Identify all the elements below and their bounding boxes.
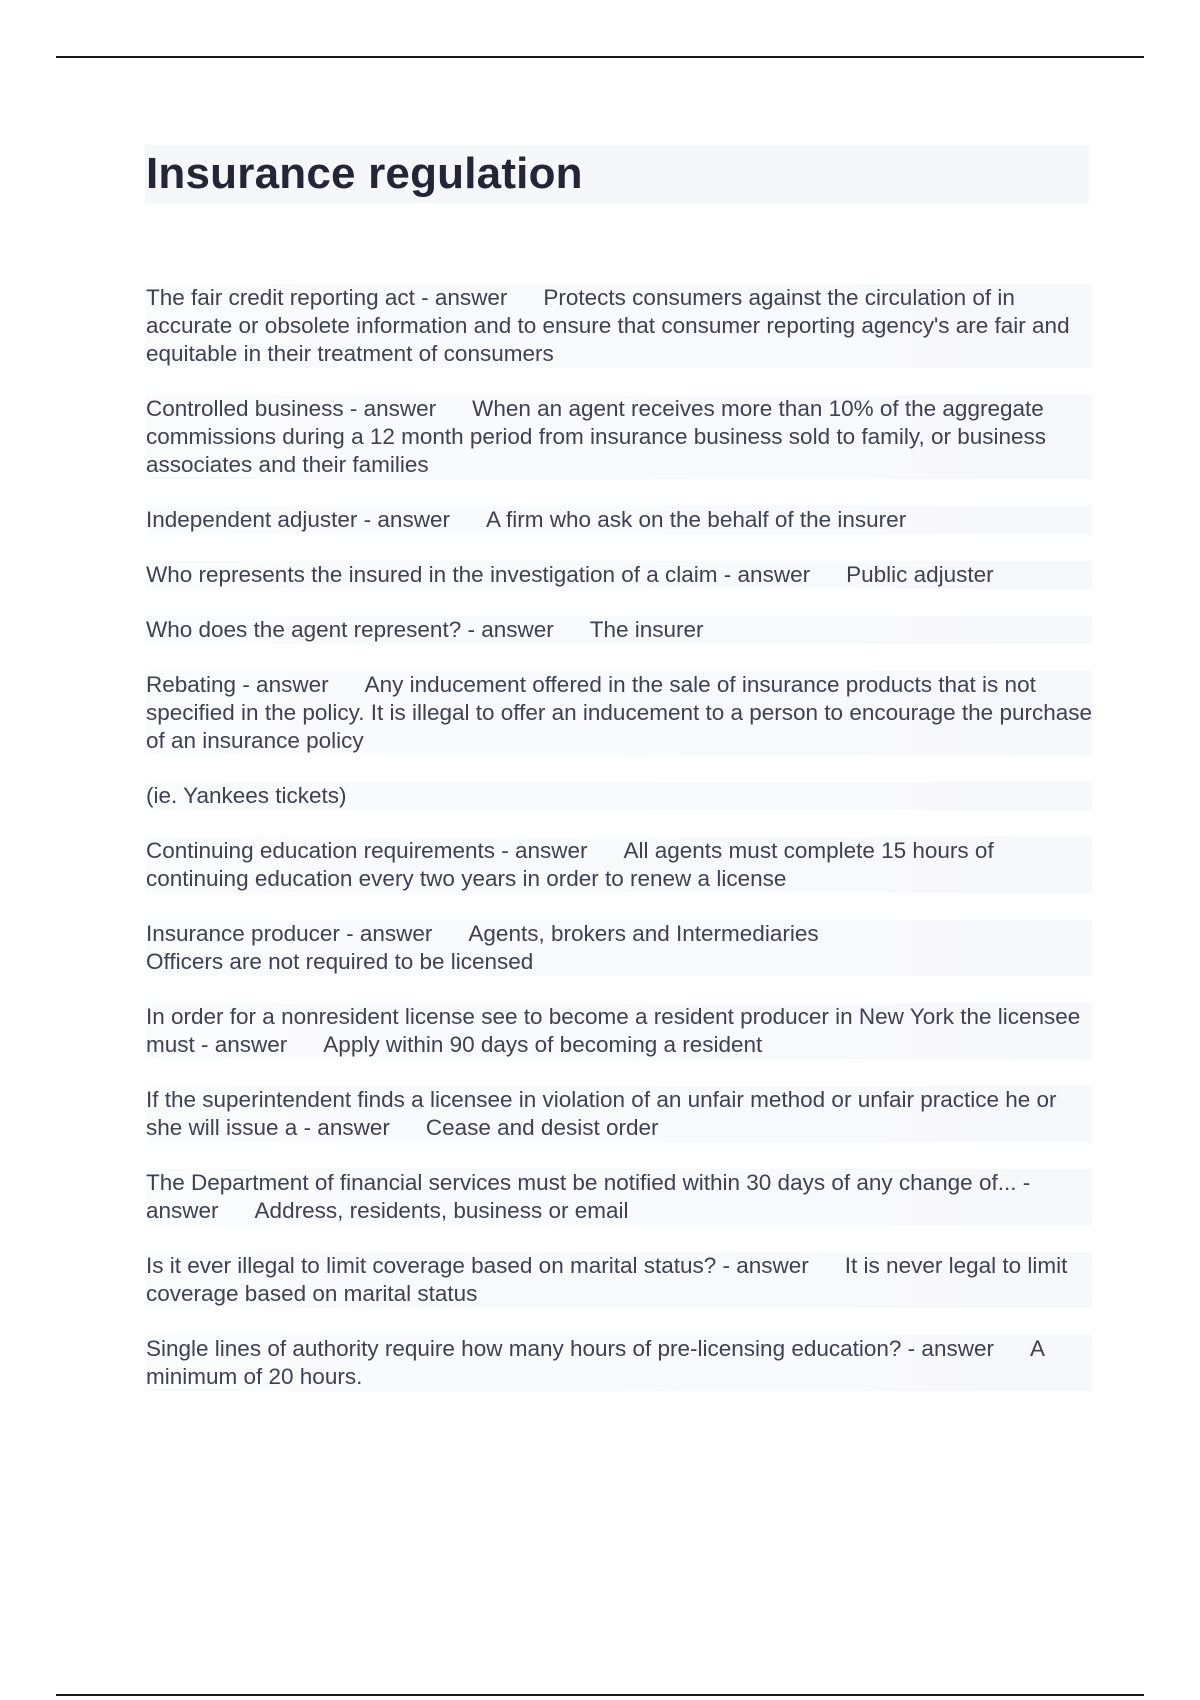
qa-item — [146, 1335, 1092, 1391]
qa-item — [146, 284, 1092, 368]
qa-item — [146, 671, 1099, 755]
answer: Any inducement offered in the sale of insurance products that is not specified in the policy. It is illegal to offer an inducement to a person to encourage the purchase of an insurance policy — [146, 672, 1099, 753]
page-title: Insurance regulation — [146, 149, 583, 198]
answer: Public adjuster — [846, 562, 994, 587]
qa-list — [146, 284, 1099, 1418]
qa-item — [146, 837, 1092, 893]
answer: A firm who ask on the behalf of the insurer — [485, 507, 907, 532]
answer: Protects consumers against the circulation of in accurate or obsolete information and to ensure that consumer reporting agency's are fair and equitable in their treatment of consumers — [146, 285, 1076, 366]
qa-item — [146, 1252, 1092, 1308]
question: Single lines of authority require how many hours of pre-licensing education? - answer — [146, 1336, 994, 1361]
qa-item — [146, 1086, 1092, 1142]
question: The fair credit reporting act - answer — [146, 285, 508, 310]
question: Continuing education requirements - answer — [146, 838, 588, 863]
answer: Cease and desist order — [425, 1115, 659, 1140]
answer: The insurer — [589, 617, 704, 642]
question: Who represents the insured in the investigation of a claim - answer — [146, 562, 811, 587]
qa-item — [146, 506, 1092, 534]
qa-item — [146, 1003, 1092, 1059]
answer: When an agent receives more than 10% of the aggregate commissions during a 12 month period from insurance business sold to family, or business associates and their families — [146, 396, 1053, 477]
qa-item — [146, 1169, 1092, 1225]
question: Who does the agent represent? - answer — [146, 617, 554, 642]
answer: A minimum of 20 hours. — [146, 1336, 1051, 1389]
question: Is it ever illegal to limit coverage based on marital status? - answer — [146, 1253, 809, 1278]
question: The Department of financial services must be notified within 30 days of any change of... - answer — [146, 1170, 1037, 1223]
note-text: (ie. Yankees tickets) — [146, 783, 347, 808]
answer: All agents must complete 15 hours of continuing education every two years in order to renew a license — [146, 838, 1000, 891]
question: Insurance producer - answer — [146, 921, 433, 946]
qa-item — [146, 395, 1092, 479]
answer: It is never legal to limit coverage based on marital status — [146, 1253, 1074, 1306]
qa-item — [146, 920, 1092, 976]
qa-note — [146, 782, 1092, 810]
qa-item — [146, 616, 1092, 644]
bottom-rule — [56, 1694, 1144, 1696]
question: In order for a nonresident license see to become a resident producer in New York the licensee must - answer — [146, 1004, 1087, 1057]
answer-extra: Officers are not required to be licensed — [146, 949, 534, 974]
question: If the superintendent finds a licensee in violation of an unfair method or unfair practice he or she will issue a - answer — [146, 1087, 1063, 1140]
question: Controlled business - answer — [146, 396, 437, 421]
question: Rebating - answer — [146, 672, 329, 697]
answer: Address, residents, business or email — [254, 1198, 629, 1223]
answer: Apply within 90 days of becoming a resident — [323, 1032, 763, 1057]
answer: Agents, brokers and Intermediaries — [468, 921, 819, 946]
top-rule — [56, 56, 1144, 58]
question: Independent adjuster - answer — [146, 507, 450, 532]
qa-item — [146, 561, 1092, 589]
